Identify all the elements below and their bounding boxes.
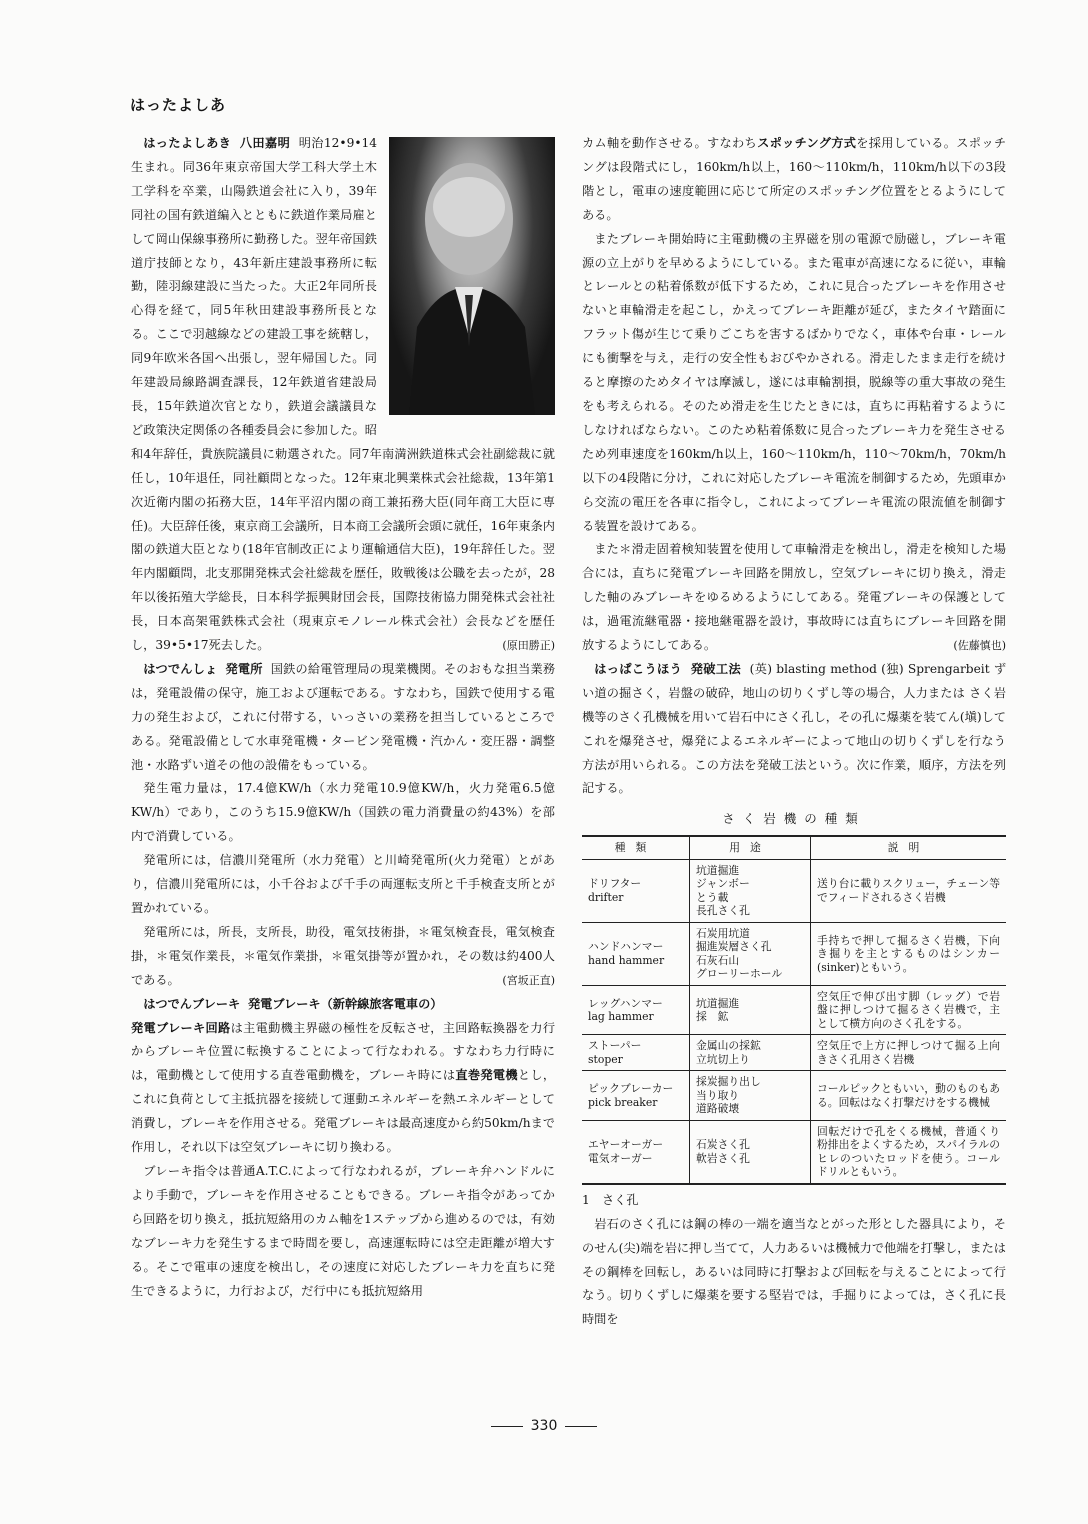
use-line: 坑道掘進 (696, 996, 740, 1010)
use-line: 金属山の採鉱 (696, 1039, 761, 1053)
use-line: 石炭用坑道 (696, 926, 750, 940)
table-cell-desc: 空気圧で伸び出す脚（レッグ）で岩盤に押しつけて掘るさく岩機で，主として横方向のさく孔をする。 (811, 985, 1007, 1035)
use-line: ジャンボー (696, 877, 750, 891)
type-name: ピックブレーカー (588, 1082, 674, 1096)
type-name: ハンドハンマー (588, 940, 664, 954)
table-header-cell: 種類 (582, 836, 690, 859)
entry-paragraph: 発生電力量は，17.4億KW/h（水力発電10.9億KW/h，火力発電6.5億KW/h）であり，このうち15.9億KW/h（国鉄の電力消費量の約43%）を部内で消費している。 (131, 781, 555, 844)
use-line: 採 鉱 (696, 1010, 729, 1024)
table-header-cell: 用途 (690, 836, 811, 859)
type-name-en: drifter (588, 890, 624, 904)
type-name-en: lag hammer (588, 1010, 654, 1024)
use-line: 軟岩さく孔 (696, 1151, 750, 1165)
entry-paragraph: (英) blasting method (独) Sprengarbeit ずい道の掘さく，岩盤の破砕，地山の切りくずし等の場合，人力または さく岩機等のさく孔機械を用いて岩石中にさく孔し，その孔に爆薬を装てん(塡)してこれを爆発させ，爆発によるエネルギーによって地山の切りくずしを行なう方法が用いられる。この方法を発破工法という。次に作業，順序，方法を列記する。 (582, 661, 1007, 796)
right-column (582, 132, 1006, 1332)
use-line: 坑道掘進 (696, 863, 740, 877)
entry-paragraph: 発電所には，信濃川発電所（水力発電）と川崎発電所(火力発電）とがあり，信濃川発電所には，小千谷および千手の両運転支所と千手検査支所とが置かれている。 (131, 853, 555, 915)
table-cell-use (690, 922, 811, 985)
bold-term: 発電ブレーキ回路 (131, 1020, 231, 1035)
use-line: 長孔さく孔 (696, 904, 750, 918)
entry-term: 八田嘉明 (239, 136, 291, 150)
table-row (582, 1071, 1006, 1121)
table-row (582, 859, 1006, 922)
entry-hatta-yoshiaki (131, 132, 555, 658)
section-heading: 1 さく孔 (582, 1192, 639, 1207)
entry-term: 発電ブレーキ（新幹線旅客電車の） (247, 996, 443, 1011)
type-name-en: stoper (588, 1052, 623, 1066)
table-cell-use (690, 1071, 811, 1121)
table-row (582, 1035, 1006, 1071)
footer-rule-left (491, 1426, 523, 1427)
table-row (582, 985, 1006, 1035)
use-line: 掘進炭層さく孔 (696, 940, 772, 954)
running-head: はったよしあ (130, 96, 227, 114)
entry-paragraph: カム軸を動作させる。すなわち (582, 136, 758, 150)
entry-paragraph: またブレーキ開始時に主電動機の主界磁を別の電源で励磁し，ブレーキ電源の立上がりを早めるようにしている。また電車が高速になるに従い，車輪とレールとの粘着係数が低下するため，これに見合ったブレーキを作用させないと車輪滑走を起こし，かえってブレーキ距離が延び，またタイヤ踏面にフラット傷が生じて乗りごこちを害するばかりでなく，車体や台車・レールにも衝撃を与え，走行の安全性もおびやかされる。滑走したまま走行を続けると摩擦のためタイヤは摩滅し，遂には車輪割損，脱線等の重大事故の発生をも考えられる。そのため滑走を生じたときには，直ちに再粘着するようにしなければならない。このため粘着係数に見合ったブレーキ力を発生させるため列車速度を160km/h以上，160～110km/h，110～70km/h，70km/h以下の4段階に分け，これに対応したブレーキ電流を制御するため，先頭車から交流の電圧を各車に指令し，これによってブレーキ電流の限流値を制御する装置を設けてある。 (582, 231, 1006, 533)
use-line: グローリーホール (696, 967, 783, 981)
entry-body: 明治12•9•14生まれ。同36年東京帝国大学工科大学土木工学科を卒業，山陽鉄道会社に入り，39年同社の国有鉄道編入とともに鉄道作業局雇として岡山保線事務所に勤務した。翌年帝国鉄道庁技師となり，43年新庄建設事務所に転勤，陸羽線建設に当たった。大正2年同所長心得を経て，同5年秋田建設事務所長となる。ここで羽越線などの建設工事を統轄し，同9年欧米各国へ出張し，翌年帰国した。同年建設局線路調査課長，12年鉄道省建設局長，15年鉄道次官となり，鉄道会議議員など政策決定関係の各種委員会に参加した。昭和4年辞任，貴族院議員に勅選された。同7年南満洲鉄道株式会社副総裁に就任し，10年退任，同社顧問となった。12年東北興業株式会社総裁，13年第1次近衛内閣の拓務大臣，14年平沼内閣の商工兼拓務大臣(同年商工大臣に専任)。大臣辞任後，東京商工会議所，日本商工会議所会頭に就任，16年東条内閣の鉄道大臣となり(18年官制改正により運輸通信大臣)，19年辞任した。翌年内閣顧問，北支那開発株式会社総裁を歴任，敗戦後は公職を去ったが，28年以後拓殖大学総長，日本科学振興財団会長，国際技術協力開発株式会社社長，日本高架電鉄株式会社（現東京モノレール株式会社）会長などを歴任し，39•5•17死去した。 (131, 136, 555, 653)
type-name-en: hand hammer (588, 953, 665, 967)
type-name: レッグハンマー (588, 996, 663, 1010)
entry-paragraph: は主電動機主界磁の極性を反転させ，主回路転換器を力行からブレーキ位置に転換することによって行なわれる。すなわち力行時には，電動機として使用する直巻電動機を，ブレーキ時には (131, 1020, 556, 1083)
use-line: とう載 (696, 890, 729, 904)
table-cell-desc: コールピックともいい，動のものもある。回転はなく打撃だけをする機械 (811, 1071, 1007, 1121)
entry-paragraph: また＊滑走固着検知装置を使用して車輪滑走を検出し，滑走を検知した場合には，直ちに発電ブレーキ回路を開放し，空気ブレーキに切り換え，滑走した軸のみブレーキをゆるめるようにしてある。発電ブレーキの保護としては，過電流継電器・接地継電器を設け，事故時には直ちにブレーキ回路を開放するようにしてある。 (582, 542, 1006, 653)
table-cell-desc: 送り台に載りスクリュー，チェーン等でフィードされるさく岩機 (811, 859, 1007, 922)
entry-headword: はつでんしょ (143, 661, 218, 676)
entry-paragraph: を採用している。スポッチングは段階式にし，160km/h以上，160～110km/h，110km/h以下の3段階とし，電車の速度範囲に応じて所定のスポッチング位置をとるようにしてある。 (582, 136, 1007, 222)
table-cell-type (582, 985, 690, 1035)
use-line: 石灰石山 (696, 953, 740, 967)
entry-paragraph: とし，これに負荷として主抵抗器を接続して運動エネルギーを熱エネルギーとして消費し，ブレーキを作用させる。発電ブレーキは最高速度から約50km/hまで作用し，それ以下は空気ブレーキに切り換わる。 (131, 1068, 556, 1155)
entry-credit: (宮坂正直) (502, 973, 555, 987)
bold-term: 直巻発電機 (455, 1068, 518, 1083)
type-name-en: 電気オーガー (588, 1151, 653, 1165)
entry-headword: はったよしあき (143, 136, 232, 150)
footer-rule-right (565, 1426, 597, 1427)
use-line: 立坑切上り (696, 1052, 750, 1066)
table-cell-use (690, 985, 811, 1035)
table-cell-desc: 空気圧で上方に押しつけて掘る上向きさく孔用さく岩機 (811, 1035, 1007, 1071)
table-row (582, 1120, 1006, 1184)
table-cell-use (690, 859, 811, 922)
table-cell-type (582, 1120, 690, 1184)
type-name: ストーパー (588, 1039, 642, 1053)
entry-paragraph: 国鉄の給電管理局の現業機関。そのおもな担当業務は，発電設備の保守，施工および運転である。すなわち，国鉄で使用する電力の発生および，これに付帯する，いっさいの業務を担当しているところである。発電設備として水車発電機・タービン発電機・汽かん・変圧器・調整池・水路ずい道その他の設備をもっている。 (131, 661, 556, 772)
entry-happa-kouhou (582, 658, 1006, 1332)
table-cell-type (582, 922, 690, 985)
table-title: さく岩機の種類 (722, 811, 866, 827)
left-column (131, 132, 555, 1303)
entry-headword: はつでんブレーキ (143, 996, 241, 1011)
type-name: ドリフター (588, 877, 642, 891)
entry-term: 発破工法 (690, 661, 742, 676)
entry-hatsudensho (131, 658, 555, 993)
use-line: 採炭掘り出し (696, 1075, 761, 1089)
table-cell-type (582, 1035, 690, 1071)
entry-term: 発電所 (225, 661, 263, 676)
use-line: 当り取り (696, 1088, 740, 1102)
table-cell-use (690, 1120, 811, 1184)
table-cell-type (582, 1071, 690, 1121)
table-cell-type (582, 859, 690, 922)
entry-hatsuden-brake (131, 993, 555, 1304)
entry-paragraph: 岩石のさく孔には鋼の棒の一端を適当なとがった形とした器具により，そのせん(尖)端を岩に押し当てて，人力あるいは機械力で他端を打撃し，またはその鋼棒を回転し，あるいは同時に打撃および回転を与えることによって行なう。切りくずしに爆薬を要する堅岩では，手掘りによっては，さく孔に長時間を (582, 1216, 1006, 1327)
page-number: 330 (530, 1418, 558, 1434)
page-footer (0, 1418, 1088, 1434)
entry-hatsuden-brake-continued (582, 132, 1006, 658)
table-cell-desc: 回転だけで孔をくる機械，普通くり粉排出をよくするため，スパイラルのヒレのついたロッドを使う。コールドリルともいう。 (811, 1120, 1007, 1184)
type-name: エヤーオーガー (588, 1138, 664, 1152)
use-line: 石炭さく孔 (696, 1138, 750, 1152)
entry-credit: (原田勝正) (502, 639, 555, 653)
table-cell-use (690, 1035, 811, 1071)
table-cell-desc: 手持ちで押して掘るさく岩機，下向き掘りを主とするものはシンカー(sinker)ともいう。 (811, 922, 1007, 985)
table-header-cell: 説明 (811, 836, 1007, 859)
table-header-row (582, 836, 1006, 859)
use-line: 道路破壊 (696, 1102, 740, 1116)
entry-credit: (佐藤慎也) (953, 639, 1006, 653)
table-row (582, 922, 1006, 985)
portrait-photo (389, 137, 555, 415)
bold-term: スポッチング方式 (757, 136, 857, 150)
type-name-en: pick breaker (588, 1095, 658, 1109)
entry-paragraph: ブレーキ指令は普通A.T.C.によって行なわれるが，ブレーキ弁ハンドルにより手動で，ブレーキを作用させることもできる。ブレーキ指令があってから回路を切り換え，抵抗短絡用のカム軸を1ステップから進めるのでは，有効なブレーキ力を発生するまで時間を要し，高速運転時には空走距離が増大する。そこで電車の速度を検出し，その速度に対応したブレーキ力を直ちに発生できるように，力行および，だ行中にも抵抗短絡用 (131, 1163, 555, 1298)
entry-headword: はっぱこうほう (594, 661, 683, 676)
entry-paragraph: 発電所には，所長，支所長，助役，電気技術掛，＊電気検査長，電気検査掛，＊電気作業長，＊電気作業掛，＊電気掛等が置かれ，その数は約400人である。 (131, 924, 555, 987)
rock-drill-table (582, 835, 1006, 1185)
